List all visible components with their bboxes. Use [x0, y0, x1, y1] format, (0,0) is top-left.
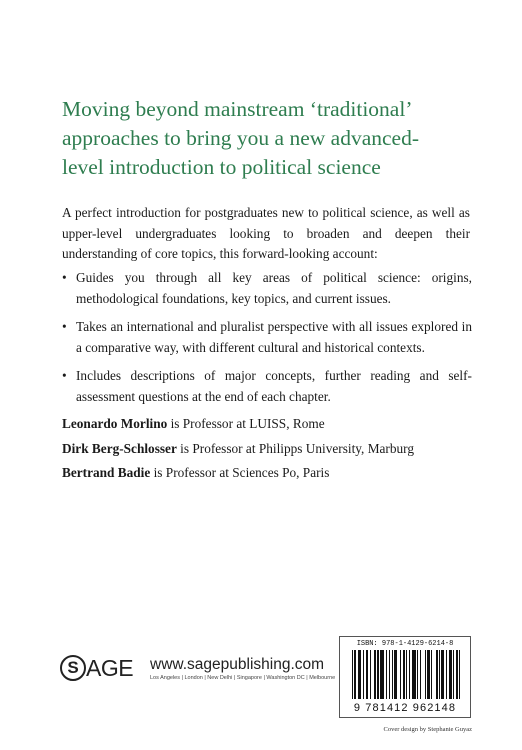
author-line — [62, 412, 482, 437]
list-item-text: Takes an international and pluralist perspective with all issues explored in a comparative way, with different cultural and historical contexts. — [76, 319, 472, 355]
headline-line: level introduction to political science — [62, 155, 381, 179]
list-item — [62, 268, 472, 309]
author-name: Leonardo Morlino — [62, 416, 168, 431]
publisher-cities: Los Angeles | London | New Delhi | Singapore | Washington DC | Melbourne — [150, 675, 336, 681]
author-list — [62, 412, 482, 486]
barcode — [339, 636, 471, 718]
barcode-digits: 9 781412 962148 — [353, 702, 457, 714]
list-item-text: Includes descriptions of major concepts, further reading and self-assessment questions at the end of each chapter. — [76, 368, 472, 404]
isbn-text: ISBN: 978-1-4129-6214-8 — [356, 640, 454, 648]
author-role: is Professor at Philipps University, Marburg — [176, 440, 414, 456]
author-name: Bertrand Badie — [62, 465, 151, 480]
intro-paragraph: A perfect introduction for postgraduates new to political science, as well as upper-level undergraduates looking to broaden and deepen their understanding of core topics, this forward-looking account: — [62, 205, 470, 261]
author-name: Dirk Berg-Schlosser — [62, 440, 177, 456]
headline-line: approaches to bring you a new advanced- — [62, 126, 419, 150]
author-role: is Professor at LUISS, Rome — [167, 416, 325, 431]
list-item — [62, 317, 472, 358]
cover-credit: Cover design by Stephanie Guyaz — [383, 726, 472, 733]
bullet-icon: • — [62, 319, 67, 334]
barcode-bars-icon — [352, 650, 462, 699]
publisher-logo — [60, 655, 350, 689]
author-line — [62, 461, 482, 486]
author-line — [62, 437, 482, 462]
author-role: is Professor at Sciences Po, Paris — [150, 465, 330, 480]
publisher-name: AGE — [86, 655, 134, 681]
bullet-icon: • — [62, 368, 67, 383]
sage-logo-icon: S — [60, 655, 86, 681]
bullet-icon: • — [62, 270, 67, 285]
headline — [62, 95, 482, 182]
feature-list — [62, 268, 472, 415]
publisher-url: www.sagepublishing.com — [150, 656, 325, 673]
list-item — [62, 366, 472, 407]
list-item-text: Guides you through all key areas of political science: origins, methodological foundations, key topics, and current issues. — [76, 270, 472, 306]
headline-line: Moving beyond mainstream ‘traditional’ — [62, 97, 413, 121]
